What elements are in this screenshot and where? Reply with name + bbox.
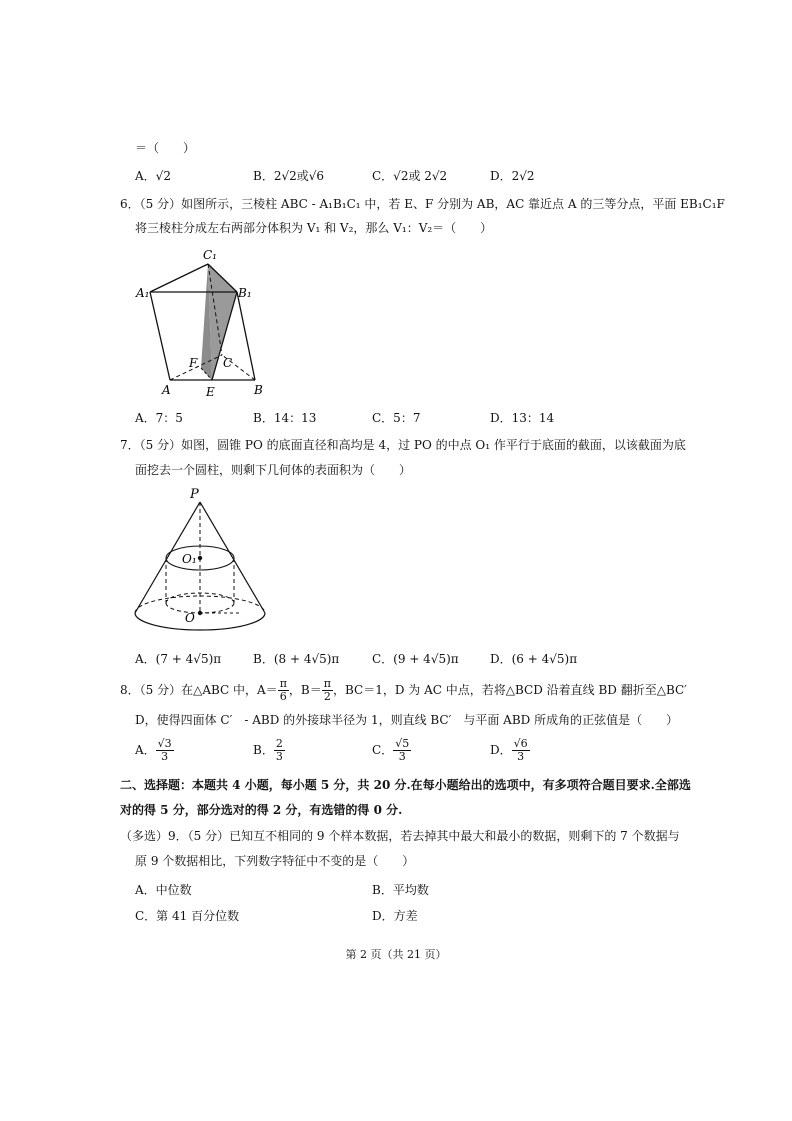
- q5-option-d: D．2√2: [490, 169, 535, 183]
- q6-option-a: A．7：5: [135, 411, 183, 425]
- label-a1: A₁: [136, 286, 150, 300]
- label-b: B: [254, 383, 263, 397]
- q9-option-a: A．中位数: [135, 883, 192, 897]
- label-o: O: [185, 611, 195, 625]
- section2-heading-line2: 对的得 5 分，部分选对的得 2 分，有选错的得 0 分.: [120, 803, 403, 817]
- q9-option-c: C．第 41 百分位数: [135, 909, 240, 923]
- q7-stem-line1: 7．（5 分）如图，圆锥 PO 的底面直径和高均是 4，过 PO 的中点 O₁ 作平行于底面的截面，以该截面为底: [120, 438, 686, 452]
- q6-option-d: D．13：14: [490, 411, 555, 425]
- q9-stem-line2: 原 9 个数据相比，下列数字特征中不变的是（ ）: [135, 854, 415, 868]
- label-f: F: [189, 356, 198, 370]
- q5-option-b: B．2√2或√6: [253, 169, 325, 183]
- q7-option-a: A．(7 + 4√5)π: [135, 652, 222, 666]
- prism-figure: [130, 245, 275, 400]
- q8-option-c: C． $\frac{√5}{3}$: [372, 737, 410, 763]
- frac-pi-6: $\frac{\pi}{6}$: [279, 677, 287, 703]
- q7-option-c: C．(9 + 4√5)π: [372, 652, 459, 666]
- q9-option-b: B．平均数: [372, 883, 429, 897]
- q7-option-b: B．(8 + 4√5)π: [253, 652, 340, 666]
- q8-option-a: A． $\frac{√3}{3}$: [135, 737, 172, 763]
- q5-stem-tail: ＝（ ）: [135, 141, 196, 155]
- label-e: E: [206, 385, 215, 399]
- q5-option-c: C．√2或 2√2: [372, 169, 448, 183]
- q5-option-a: A．√2: [135, 169, 171, 183]
- q8-option-b: B． $\frac{2}{3}$: [253, 737, 283, 763]
- label-b1: B₁: [238, 286, 252, 300]
- q9-option-d: D．方差: [372, 909, 418, 923]
- q9-stem-line1: （多选）9．（5 分）已知互不相同的 9 个样本数据，若去掉其中最大和最小的数据，则剩下的 7 个数据与: [120, 829, 680, 843]
- frac-pi-2: $\frac{\pi}{2}$: [323, 677, 331, 703]
- q6-stem-line1: 6．（5 分）如图所示，三棱柱 ABC - A₁B₁C₁ 中，若 E、F 分别为 AB，AC 靠近点 A 的三等分点，平面 EB₁C₁F: [120, 197, 725, 211]
- q8-stem-line1: 8．（5 分）在△ABC 中，A＝ $\frac{\pi}{6}$ ，B＝ $\frac{\pi}{2}$ ，BC＝1，D 为 AC 中点，若将△BCD 沿着直线 BD 翻折至△BC′: [120, 677, 687, 703]
- q6-option-c: C．5：7: [372, 411, 421, 425]
- q7-stem-line2: 面挖去一个圆柱，则剩下几何体的表面积为（ ）: [135, 463, 412, 477]
- cone-figure: [130, 485, 275, 640]
- label-o1: O₁: [182, 552, 197, 566]
- label-c: C: [223, 356, 233, 370]
- q8-stem-line2: D，使得四面体 C′ - ABD 的外接球半径为 1，则直线 BC′ 与平面 ABD 所成角的正弦值是（ ）: [135, 713, 679, 727]
- q6-option-b: B．14：13: [253, 411, 317, 425]
- q8-option-d: D． $\frac{√6}{3}$: [490, 737, 528, 763]
- page-footer: 第 2 页（共 21 页）: [345, 948, 447, 961]
- label-p: P: [190, 487, 199, 502]
- q6-stem-line2: 将三棱柱分成左右两部分体积为 V₁ 和 V₂，那么 V₁：V₂＝（ ）: [135, 221, 493, 235]
- label-a: A: [162, 383, 171, 397]
- section2-heading-line1: 二、选择题：本题共 4 小题，每小题 5 分，共 20 分.在每小题给出的选项中，有多项符合题目要求.全部选: [120, 778, 691, 792]
- q7-option-d: D．(6 + 4√5)π: [490, 652, 578, 666]
- label-c1: C₁: [203, 248, 217, 262]
